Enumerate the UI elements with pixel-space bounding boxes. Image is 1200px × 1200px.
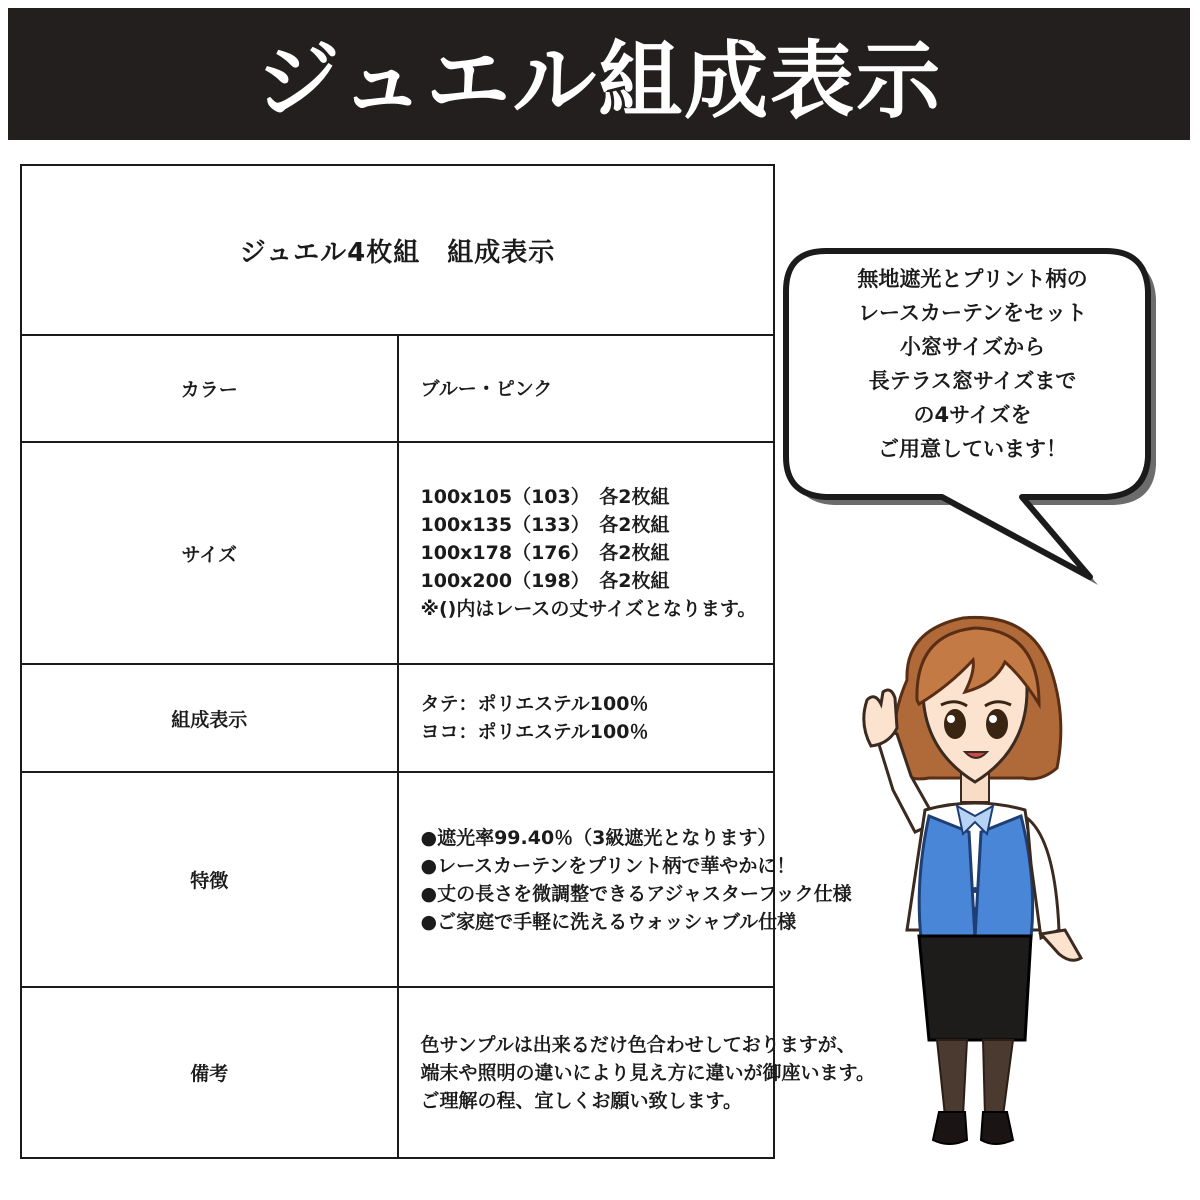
bubble-line: 無地遮光とプリント柄の <box>857 267 1088 291</box>
table-row <box>21 335 774 442</box>
spec-table <box>20 164 875 1159</box>
row-value-composition <box>398 664 775 772</box>
table-title: ジュエル4枚組 組成表示 <box>21 165 774 335</box>
row-label-color: カラー <box>21 335 398 442</box>
row-label-size: サイズ <box>21 442 398 664</box>
value-line: ●遮光率99.40％（3級遮光となります） <box>420 826 777 849</box>
row-value-size <box>398 442 775 664</box>
value-line: タテ：ポリエステル100％ <box>420 693 649 715</box>
value-line: 100x105（103） 各2枚組 <box>420 486 670 508</box>
legs <box>937 1040 1013 1116</box>
row-value-notes <box>398 987 875 1158</box>
bubble-line: 小窓サイズから <box>899 335 1046 359</box>
value-line: 100x200（198） 各2枚組 <box>420 570 670 592</box>
table-row <box>21 772 774 987</box>
page-title: ジュエル組成表示 <box>255 31 943 130</box>
value-line: ヨコ：ポリエステル100％ <box>420 721 649 743</box>
value-line: 端末や照明の違いにより見え方に違いが御座います。 <box>420 1061 875 1084</box>
lowered-hand <box>1041 930 1081 960</box>
row-label-notes: 備考 <box>21 987 398 1158</box>
bubble-line: の4サイズを <box>913 403 1032 427</box>
bubble-line: レースカーテンをセット <box>858 301 1087 325</box>
value-line: ブルー・ピンク <box>420 377 553 400</box>
value-line: ●レースカーテンをプリント柄で華やかに！ <box>420 854 796 877</box>
value-line: ご理解の程、宜しくお願い致します。 <box>420 1089 742 1112</box>
value-line: 色サンプルは出来るだけ色合わせしておりますが、 <box>420 1033 856 1056</box>
row-value-features <box>398 772 852 987</box>
value-line: 100x178（176） 各2枚組 <box>420 542 670 564</box>
table-row <box>21 664 774 772</box>
vest <box>919 816 975 938</box>
value-line: 100x135（133） 各2枚組 <box>420 514 670 536</box>
left-eye <box>944 709 966 739</box>
skirt <box>919 936 1031 1040</box>
bubble-line: 長テラス窓サイズまで <box>868 369 1077 393</box>
shoes <box>933 1112 1013 1144</box>
value-line: ●ご家庭で手軽に洗えるウォッシャブル仕様 <box>420 910 797 933</box>
value-line: ※()内はレースの丈サイズとなります。 <box>420 598 757 620</box>
table-row <box>21 442 774 664</box>
raised-hand <box>864 690 897 746</box>
mascot-character <box>845 600 1105 1160</box>
row-value-color <box>398 335 775 442</box>
row-label-features: 特徴 <box>21 772 398 987</box>
header-banner <box>8 8 1190 140</box>
table-row <box>21 987 774 1158</box>
row-label-composition: 組成表示 <box>21 664 398 772</box>
right-eye <box>986 709 1008 739</box>
speech-bubble-text <box>800 262 1145 466</box>
value-line: ●丈の長さを微調整できるアジャスターフック仕様 <box>420 882 852 905</box>
bubble-line: ご用意しています！ <box>878 437 1067 461</box>
table-title-row <box>21 165 774 335</box>
